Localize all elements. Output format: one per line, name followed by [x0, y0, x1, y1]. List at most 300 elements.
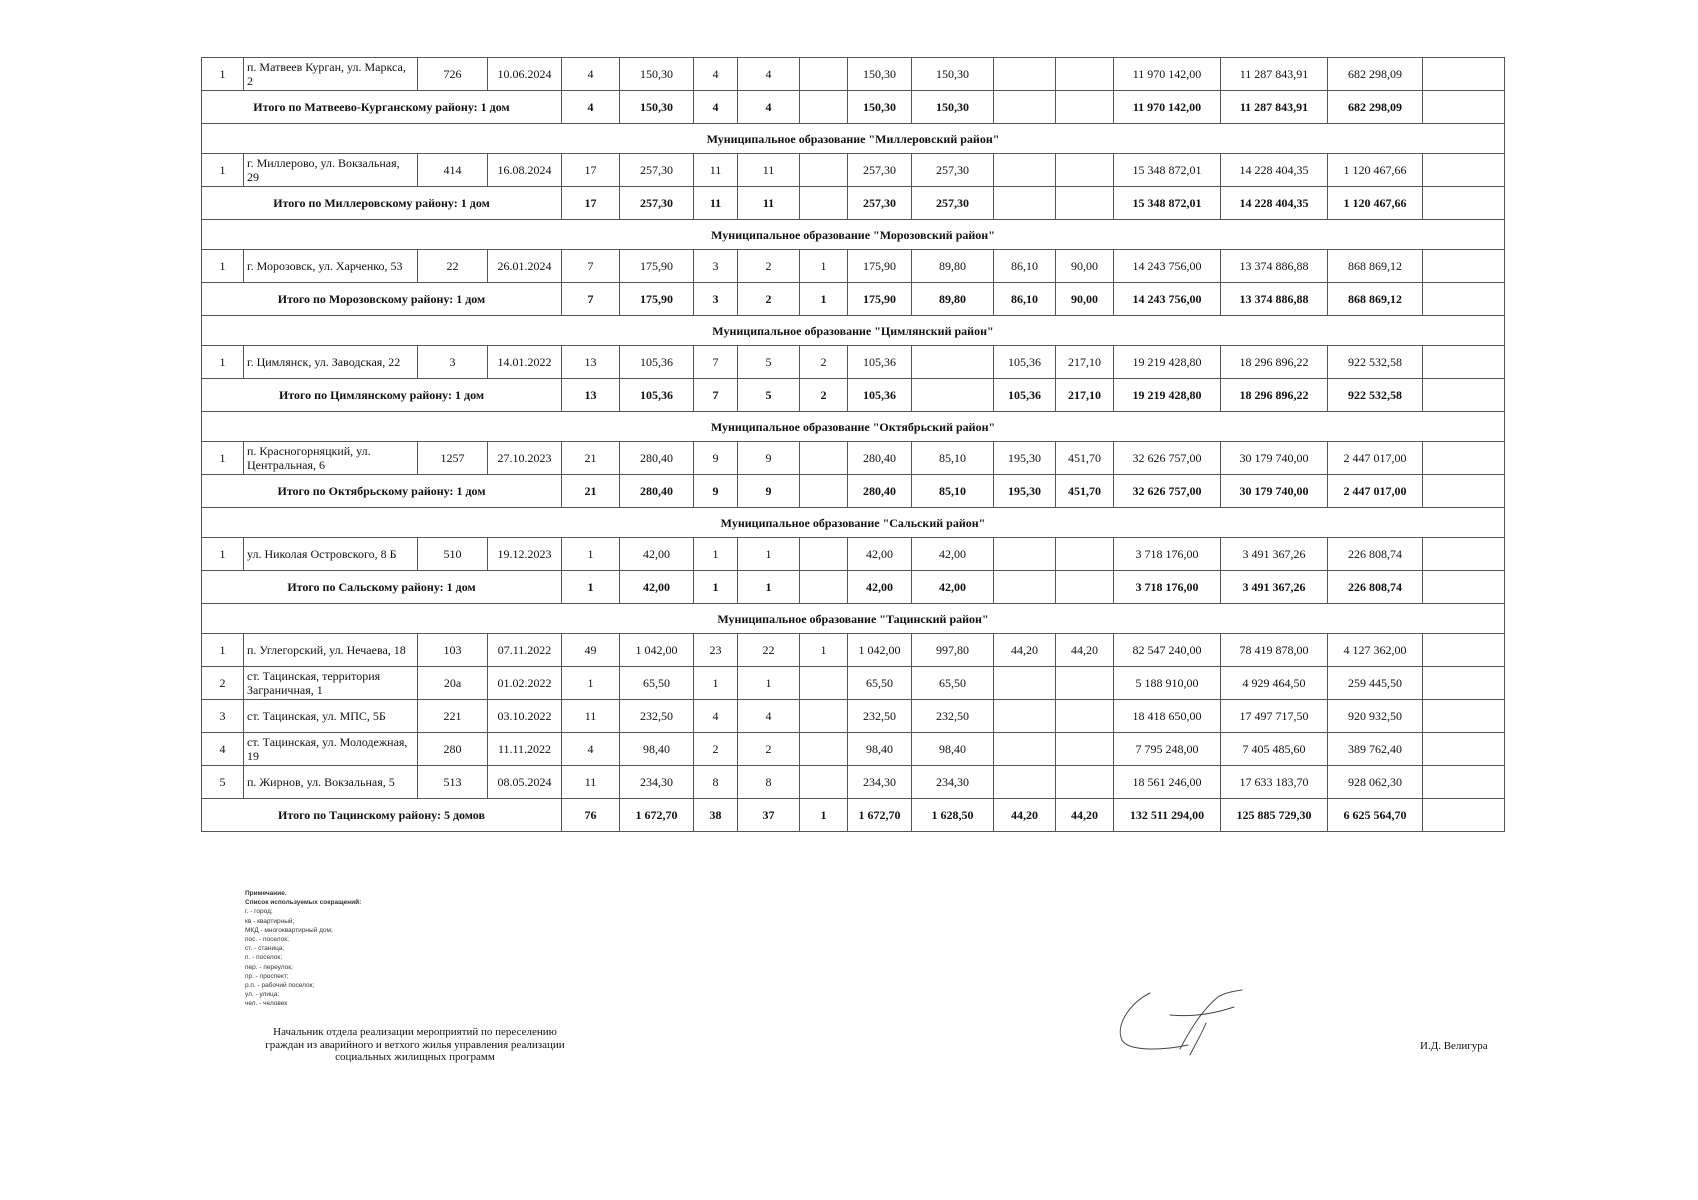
section-header: Муниципальное образование "Сальский район"	[202, 508, 1505, 538]
doc-number-cell: 20а	[418, 667, 488, 700]
total-value-cell: 37	[738, 799, 800, 832]
value-cell: 42,00	[912, 538, 994, 571]
value-cell: 4 127 362,00	[1328, 634, 1423, 667]
notes-list	[245, 907, 361, 1008]
value-cell	[1423, 634, 1505, 667]
value-cell: 89,80	[912, 250, 994, 283]
value-cell: 997,80	[912, 634, 994, 667]
value-cell	[1056, 733, 1114, 766]
value-cell: 85,10	[912, 442, 994, 475]
date-cell: 03.10.2022	[488, 700, 562, 733]
value-cell: 18 561 246,00	[1114, 766, 1221, 799]
value-cell	[994, 733, 1056, 766]
total-label-cell: Итого по Тацинскому району: 5 домов	[202, 799, 562, 832]
value-cell: 44,20	[1056, 634, 1114, 667]
signatory-position	[240, 1026, 590, 1064]
total-value-cell: 38	[694, 799, 738, 832]
note-item: пр. - проспект;	[245, 972, 289, 980]
section-header: Муниципальное образование "Морозовский район"	[202, 220, 1505, 250]
row-number-cell: 4	[202, 733, 244, 766]
total-value-cell: 280,40	[620, 475, 694, 508]
total-value-cell: 14 228 404,35	[1221, 187, 1328, 220]
value-cell: 65,50	[912, 667, 994, 700]
value-cell: 18 296 896,22	[1221, 346, 1328, 379]
total-row	[202, 379, 1505, 412]
total-value-cell	[1423, 799, 1505, 832]
doc-number-cell: 103	[418, 634, 488, 667]
value-cell: 11 287 843,91	[1221, 58, 1328, 91]
total-value-cell: 3	[694, 283, 738, 316]
table-row	[202, 634, 1505, 667]
value-cell: 175,90	[848, 250, 912, 283]
section-header: Муниципальное образование "Октябрьский район"	[202, 412, 1505, 442]
value-cell: 9	[694, 442, 738, 475]
total-value-cell: 89,80	[912, 283, 994, 316]
address-cell: г. Миллерово, ул. Вокзальная, 29	[244, 154, 418, 187]
value-cell	[1056, 154, 1114, 187]
value-cell: 1 042,00	[848, 634, 912, 667]
total-value-cell	[1423, 91, 1505, 124]
value-cell: 4	[694, 58, 738, 91]
value-cell: 65,50	[620, 667, 694, 700]
value-cell: 1	[800, 250, 848, 283]
total-row	[202, 283, 1505, 316]
value-cell: 234,30	[848, 766, 912, 799]
row-number-cell: 1	[202, 538, 244, 571]
total-value-cell: 150,30	[848, 91, 912, 124]
value-cell: 2	[738, 733, 800, 766]
doc-number-cell: 1257	[418, 442, 488, 475]
total-row	[202, 475, 1505, 508]
total-value-cell: 2 447 017,00	[1328, 475, 1423, 508]
total-value-cell	[1056, 91, 1114, 124]
total-value-cell: 682 298,09	[1328, 91, 1423, 124]
total-value-cell: 4	[562, 91, 620, 124]
row-number-cell: 1	[202, 634, 244, 667]
doc-number-cell: 22	[418, 250, 488, 283]
value-cell	[800, 154, 848, 187]
date-cell: 11.11.2022	[488, 733, 562, 766]
total-value-cell: 6 625 564,70	[1328, 799, 1423, 832]
value-cell: 17 633 183,70	[1221, 766, 1328, 799]
value-cell: 682 298,09	[1328, 58, 1423, 91]
total-value-cell: 175,90	[620, 283, 694, 316]
value-cell: 17 497 717,50	[1221, 700, 1328, 733]
value-cell	[1056, 538, 1114, 571]
value-cell: 280,40	[848, 442, 912, 475]
value-cell: 257,30	[620, 154, 694, 187]
value-cell: 1	[738, 538, 800, 571]
note-item: чел. - человек	[245, 1000, 288, 1008]
total-value-cell	[1056, 571, 1114, 604]
total-value-cell: 105,36	[620, 379, 694, 412]
value-cell: 44,20	[994, 634, 1056, 667]
row-number-cell: 3	[202, 700, 244, 733]
value-cell: 65,50	[848, 667, 912, 700]
row-number-cell: 1	[202, 346, 244, 379]
total-value-cell: 7	[694, 379, 738, 412]
doc-number-cell: 3	[418, 346, 488, 379]
total-row	[202, 571, 1505, 604]
total-value-cell: 9	[738, 475, 800, 508]
total-label-cell: Итого по Морозовскому району: 1 дом	[202, 283, 562, 316]
value-cell	[994, 700, 1056, 733]
section-header-row	[202, 412, 1505, 442]
table-row	[202, 667, 1505, 700]
total-value-cell	[1423, 475, 1505, 508]
value-cell: 232,50	[848, 700, 912, 733]
total-value-cell: 30 179 740,00	[1221, 475, 1328, 508]
value-cell: 4	[562, 733, 620, 766]
total-value-cell: 922 532,58	[1328, 379, 1423, 412]
value-cell	[1056, 58, 1114, 91]
note-item: кв - квартирный;	[245, 917, 295, 925]
section-header: Муниципальное образование "Цимлянский район"	[202, 316, 1505, 346]
total-value-cell: 44,20	[1056, 799, 1114, 832]
value-cell: 150,30	[620, 58, 694, 91]
value-cell: 7 795 248,00	[1114, 733, 1221, 766]
total-label-cell: Итого по Миллеровскому району: 1 дом	[202, 187, 562, 220]
value-cell: 98,40	[620, 733, 694, 766]
value-cell: 3 491 367,26	[1221, 538, 1328, 571]
total-value-cell: 90,00	[1056, 283, 1114, 316]
table-row	[202, 58, 1505, 91]
total-value-cell: 451,70	[1056, 475, 1114, 508]
value-cell: 22	[738, 634, 800, 667]
signer-name: И.Д. Велигура	[1420, 1040, 1488, 1052]
total-value-cell: 32 626 757,00	[1114, 475, 1221, 508]
value-cell: 5 188 910,00	[1114, 667, 1221, 700]
total-value-cell: 17	[562, 187, 620, 220]
position-line: граждан из аварийного и ветхого жилья управления реализации	[265, 1038, 565, 1051]
row-number-cell: 1	[202, 442, 244, 475]
total-value-cell: 21	[562, 475, 620, 508]
section-header: Муниципальное образование "Миллеровский район"	[202, 124, 1505, 154]
total-label-cell: Итого по Октябрьскому району: 1 дом	[202, 475, 562, 508]
address-cell: ул. Николая Островского, 8 Б	[244, 538, 418, 571]
value-cell: 11 970 142,00	[1114, 58, 1221, 91]
note-item: р.п. - рабочий поселок;	[245, 982, 315, 990]
total-value-cell: 4	[694, 91, 738, 124]
total-value-cell: 195,30	[994, 475, 1056, 508]
total-label-cell: Итого по Цимлянскому району: 1 дом	[202, 379, 562, 412]
total-value-cell: 257,30	[848, 187, 912, 220]
value-cell: 13	[562, 346, 620, 379]
row-number-cell: 1	[202, 154, 244, 187]
total-value-cell: 2	[738, 283, 800, 316]
value-cell: 1	[562, 538, 620, 571]
total-value-cell	[1056, 187, 1114, 220]
notes-subtitle: Список используемых сокращений:	[245, 899, 362, 907]
value-cell: 389 762,40	[1328, 733, 1423, 766]
doc-number-cell: 726	[418, 58, 488, 91]
value-cell: 920 932,50	[1328, 700, 1423, 733]
value-cell: 175,90	[620, 250, 694, 283]
total-value-cell: 19 219 428,80	[1114, 379, 1221, 412]
value-cell	[912, 346, 994, 379]
notes-block	[245, 889, 361, 1009]
address-cell: п. Матвеев Курган, ул. Маркса, 2	[244, 58, 418, 91]
date-cell: 16.08.2024	[488, 154, 562, 187]
value-cell: 42,00	[620, 538, 694, 571]
value-cell: 1	[800, 634, 848, 667]
address-cell: п. Углегорский, ул. Нечаева, 18	[244, 634, 418, 667]
value-cell	[1423, 733, 1505, 766]
value-cell: 8	[738, 766, 800, 799]
total-value-cell: 44,20	[994, 799, 1056, 832]
total-value-cell: 1 120 467,66	[1328, 187, 1423, 220]
date-cell: 19.12.2023	[488, 538, 562, 571]
section-header-row	[202, 124, 1505, 154]
value-cell: 257,30	[912, 154, 994, 187]
address-cell: г. Цимлянск, ул. Заводская, 22	[244, 346, 418, 379]
total-value-cell	[800, 475, 848, 508]
total-label-cell: Итого по Матвеево-Курганскому району: 1 дом	[202, 91, 562, 124]
value-cell: 105,36	[994, 346, 1056, 379]
value-cell	[1423, 346, 1505, 379]
total-value-cell: 150,30	[912, 91, 994, 124]
notes-title: Примечание.	[245, 890, 287, 897]
value-cell	[800, 700, 848, 733]
doc-number-cell: 414	[418, 154, 488, 187]
table-row	[202, 538, 1505, 571]
value-cell: 98,40	[848, 733, 912, 766]
address-cell: г. Морозовск, ул. Харченко, 53	[244, 250, 418, 283]
date-cell: 08.05.2024	[488, 766, 562, 799]
total-value-cell: 11 970 142,00	[1114, 91, 1221, 124]
total-row	[202, 187, 1505, 220]
value-cell: 234,30	[620, 766, 694, 799]
value-cell	[1056, 700, 1114, 733]
value-cell: 232,50	[620, 700, 694, 733]
note-item: пос. - поселок;	[245, 936, 289, 944]
total-value-cell: 76	[562, 799, 620, 832]
total-value-cell: 150,30	[620, 91, 694, 124]
value-cell	[994, 154, 1056, 187]
value-cell: 9	[738, 442, 800, 475]
value-cell: 23	[694, 634, 738, 667]
total-value-cell: 1 672,70	[620, 799, 694, 832]
doc-number-cell: 510	[418, 538, 488, 571]
total-value-cell	[994, 91, 1056, 124]
date-cell: 27.10.2023	[488, 442, 562, 475]
value-cell: 105,36	[620, 346, 694, 379]
value-cell: 195,30	[994, 442, 1056, 475]
total-value-cell: 1	[800, 799, 848, 832]
table-row	[202, 154, 1505, 187]
total-value-cell: 175,90	[848, 283, 912, 316]
table-row	[202, 442, 1505, 475]
value-cell	[1423, 766, 1505, 799]
note-item: п. - поселок;	[245, 954, 283, 962]
value-cell	[800, 58, 848, 91]
address-cell: п. Красногорняцкий, ул. Центральная, 6	[244, 442, 418, 475]
value-cell: 14 243 756,00	[1114, 250, 1221, 283]
value-cell: 1 120 467,66	[1328, 154, 1423, 187]
value-cell: 42,00	[848, 538, 912, 571]
section-header: Муниципальное образование "Тацинский район"	[202, 604, 1505, 634]
value-cell: 7	[694, 346, 738, 379]
value-cell: 2	[800, 346, 848, 379]
value-cell: 232,50	[912, 700, 994, 733]
value-cell: 5	[738, 346, 800, 379]
value-cell: 922 532,58	[1328, 346, 1423, 379]
value-cell: 1	[694, 667, 738, 700]
section-header-row	[202, 220, 1505, 250]
value-cell: 19 219 428,80	[1114, 346, 1221, 379]
section-header-row	[202, 316, 1505, 346]
total-value-cell	[1423, 571, 1505, 604]
section-header-row	[202, 604, 1505, 634]
value-cell: 259 445,50	[1328, 667, 1423, 700]
value-cell: 49	[562, 634, 620, 667]
value-cell: 1	[694, 538, 738, 571]
total-value-cell	[994, 187, 1056, 220]
total-value-cell	[994, 571, 1056, 604]
total-value-cell: 3 718 176,00	[1114, 571, 1221, 604]
total-value-cell: 1 628,50	[912, 799, 994, 832]
value-cell	[1423, 58, 1505, 91]
value-cell	[1423, 250, 1505, 283]
value-cell: 4	[562, 58, 620, 91]
total-value-cell: 11	[738, 187, 800, 220]
value-cell	[1423, 538, 1505, 571]
table-row	[202, 250, 1505, 283]
total-value-cell: 1	[694, 571, 738, 604]
total-value-cell: 105,36	[994, 379, 1056, 412]
total-value-cell	[1423, 283, 1505, 316]
note-item: г. - город;	[245, 908, 273, 916]
total-value-cell: 1	[562, 571, 620, 604]
note-item: МКД - многоквартирный дом;	[245, 926, 333, 934]
total-value-cell: 7	[562, 283, 620, 316]
value-cell: 14 228 404,35	[1221, 154, 1328, 187]
total-value-cell: 9	[694, 475, 738, 508]
doc-number-cell: 513	[418, 766, 488, 799]
value-cell	[800, 538, 848, 571]
row-number-cell: 5	[202, 766, 244, 799]
value-cell: 11	[738, 154, 800, 187]
total-value-cell: 14 243 756,00	[1114, 283, 1221, 316]
value-cell: 150,30	[912, 58, 994, 91]
total-value-cell: 13 374 886,88	[1221, 283, 1328, 316]
value-cell	[1056, 766, 1114, 799]
value-cell	[1423, 442, 1505, 475]
value-cell	[1056, 667, 1114, 700]
total-value-cell: 132 511 294,00	[1114, 799, 1221, 832]
value-cell: 4	[694, 700, 738, 733]
value-cell: 78 419 878,00	[1221, 634, 1328, 667]
total-label-cell: Итого по Сальскому району: 1 дом	[202, 571, 562, 604]
value-cell	[800, 766, 848, 799]
total-row	[202, 799, 1505, 832]
total-value-cell	[1423, 379, 1505, 412]
date-cell: 14.01.2022	[488, 346, 562, 379]
value-cell: 18 418 650,00	[1114, 700, 1221, 733]
value-cell: 11	[694, 154, 738, 187]
value-cell: 7 405 485,60	[1221, 733, 1328, 766]
value-cell: 8	[694, 766, 738, 799]
value-cell: 928 062,30	[1328, 766, 1423, 799]
handwritten-signature	[1110, 985, 1260, 1060]
total-row	[202, 91, 1505, 124]
total-value-cell: 1	[800, 283, 848, 316]
total-value-cell: 105,36	[848, 379, 912, 412]
value-cell: 11	[562, 766, 620, 799]
value-cell: 15 348 872,01	[1114, 154, 1221, 187]
value-cell	[994, 58, 1056, 91]
total-value-cell: 3 491 367,26	[1221, 571, 1328, 604]
housing-table	[201, 57, 1505, 832]
value-cell: 4 929 464,50	[1221, 667, 1328, 700]
value-cell: 4	[738, 58, 800, 91]
total-value-cell: 11	[694, 187, 738, 220]
total-value-cell: 257,30	[912, 187, 994, 220]
value-cell	[800, 667, 848, 700]
table-row	[202, 733, 1505, 766]
doc-number-cell: 221	[418, 700, 488, 733]
position-line: Начальник отдела реализации мероприятий по переселению	[273, 1026, 557, 1038]
total-value-cell: 2	[800, 379, 848, 412]
total-value-cell: 1 672,70	[848, 799, 912, 832]
value-cell: 280,40	[620, 442, 694, 475]
value-cell: 30 179 740,00	[1221, 442, 1328, 475]
address-cell: ст. Тацинская, ул. Молодежная, 19	[244, 733, 418, 766]
total-value-cell: 5	[738, 379, 800, 412]
value-cell: 13 374 886,88	[1221, 250, 1328, 283]
value-cell: 226 808,74	[1328, 538, 1423, 571]
date-cell: 26.01.2024	[488, 250, 562, 283]
value-cell: 21	[562, 442, 620, 475]
value-cell	[1423, 154, 1505, 187]
value-cell: 1	[738, 667, 800, 700]
total-value-cell: 15 348 872,01	[1114, 187, 1221, 220]
table-row	[202, 700, 1505, 733]
value-cell: 86,10	[994, 250, 1056, 283]
date-cell: 07.11.2022	[488, 634, 562, 667]
value-cell: 82 547 240,00	[1114, 634, 1221, 667]
value-cell	[994, 766, 1056, 799]
section-header-row	[202, 508, 1505, 538]
note-item: ст. - станица;	[245, 945, 285, 953]
value-cell	[994, 667, 1056, 700]
total-value-cell: 1	[738, 571, 800, 604]
total-value-cell: 4	[738, 91, 800, 124]
value-cell: 2 447 017,00	[1328, 442, 1423, 475]
value-cell: 234,30	[912, 766, 994, 799]
value-cell: 150,30	[848, 58, 912, 91]
table-row	[202, 766, 1505, 799]
total-value-cell	[912, 379, 994, 412]
value-cell: 1	[562, 667, 620, 700]
total-value-cell: 868 869,12	[1328, 283, 1423, 316]
value-cell: 2	[694, 733, 738, 766]
total-value-cell: 217,10	[1056, 379, 1114, 412]
value-cell: 4	[738, 700, 800, 733]
total-value-cell: 85,10	[912, 475, 994, 508]
position-line: социальных жилищных программ	[335, 1051, 495, 1063]
table-row	[202, 346, 1505, 379]
total-value-cell: 18 296 896,22	[1221, 379, 1328, 412]
value-cell	[800, 733, 848, 766]
total-value-cell	[800, 91, 848, 124]
total-value-cell: 11 287 843,91	[1221, 91, 1328, 124]
value-cell: 451,70	[1056, 442, 1114, 475]
address-cell: п. Жирнов, ул. Вокзальная, 5	[244, 766, 418, 799]
value-cell: 257,30	[848, 154, 912, 187]
row-number-cell: 1	[202, 58, 244, 91]
total-value-cell	[1423, 187, 1505, 220]
